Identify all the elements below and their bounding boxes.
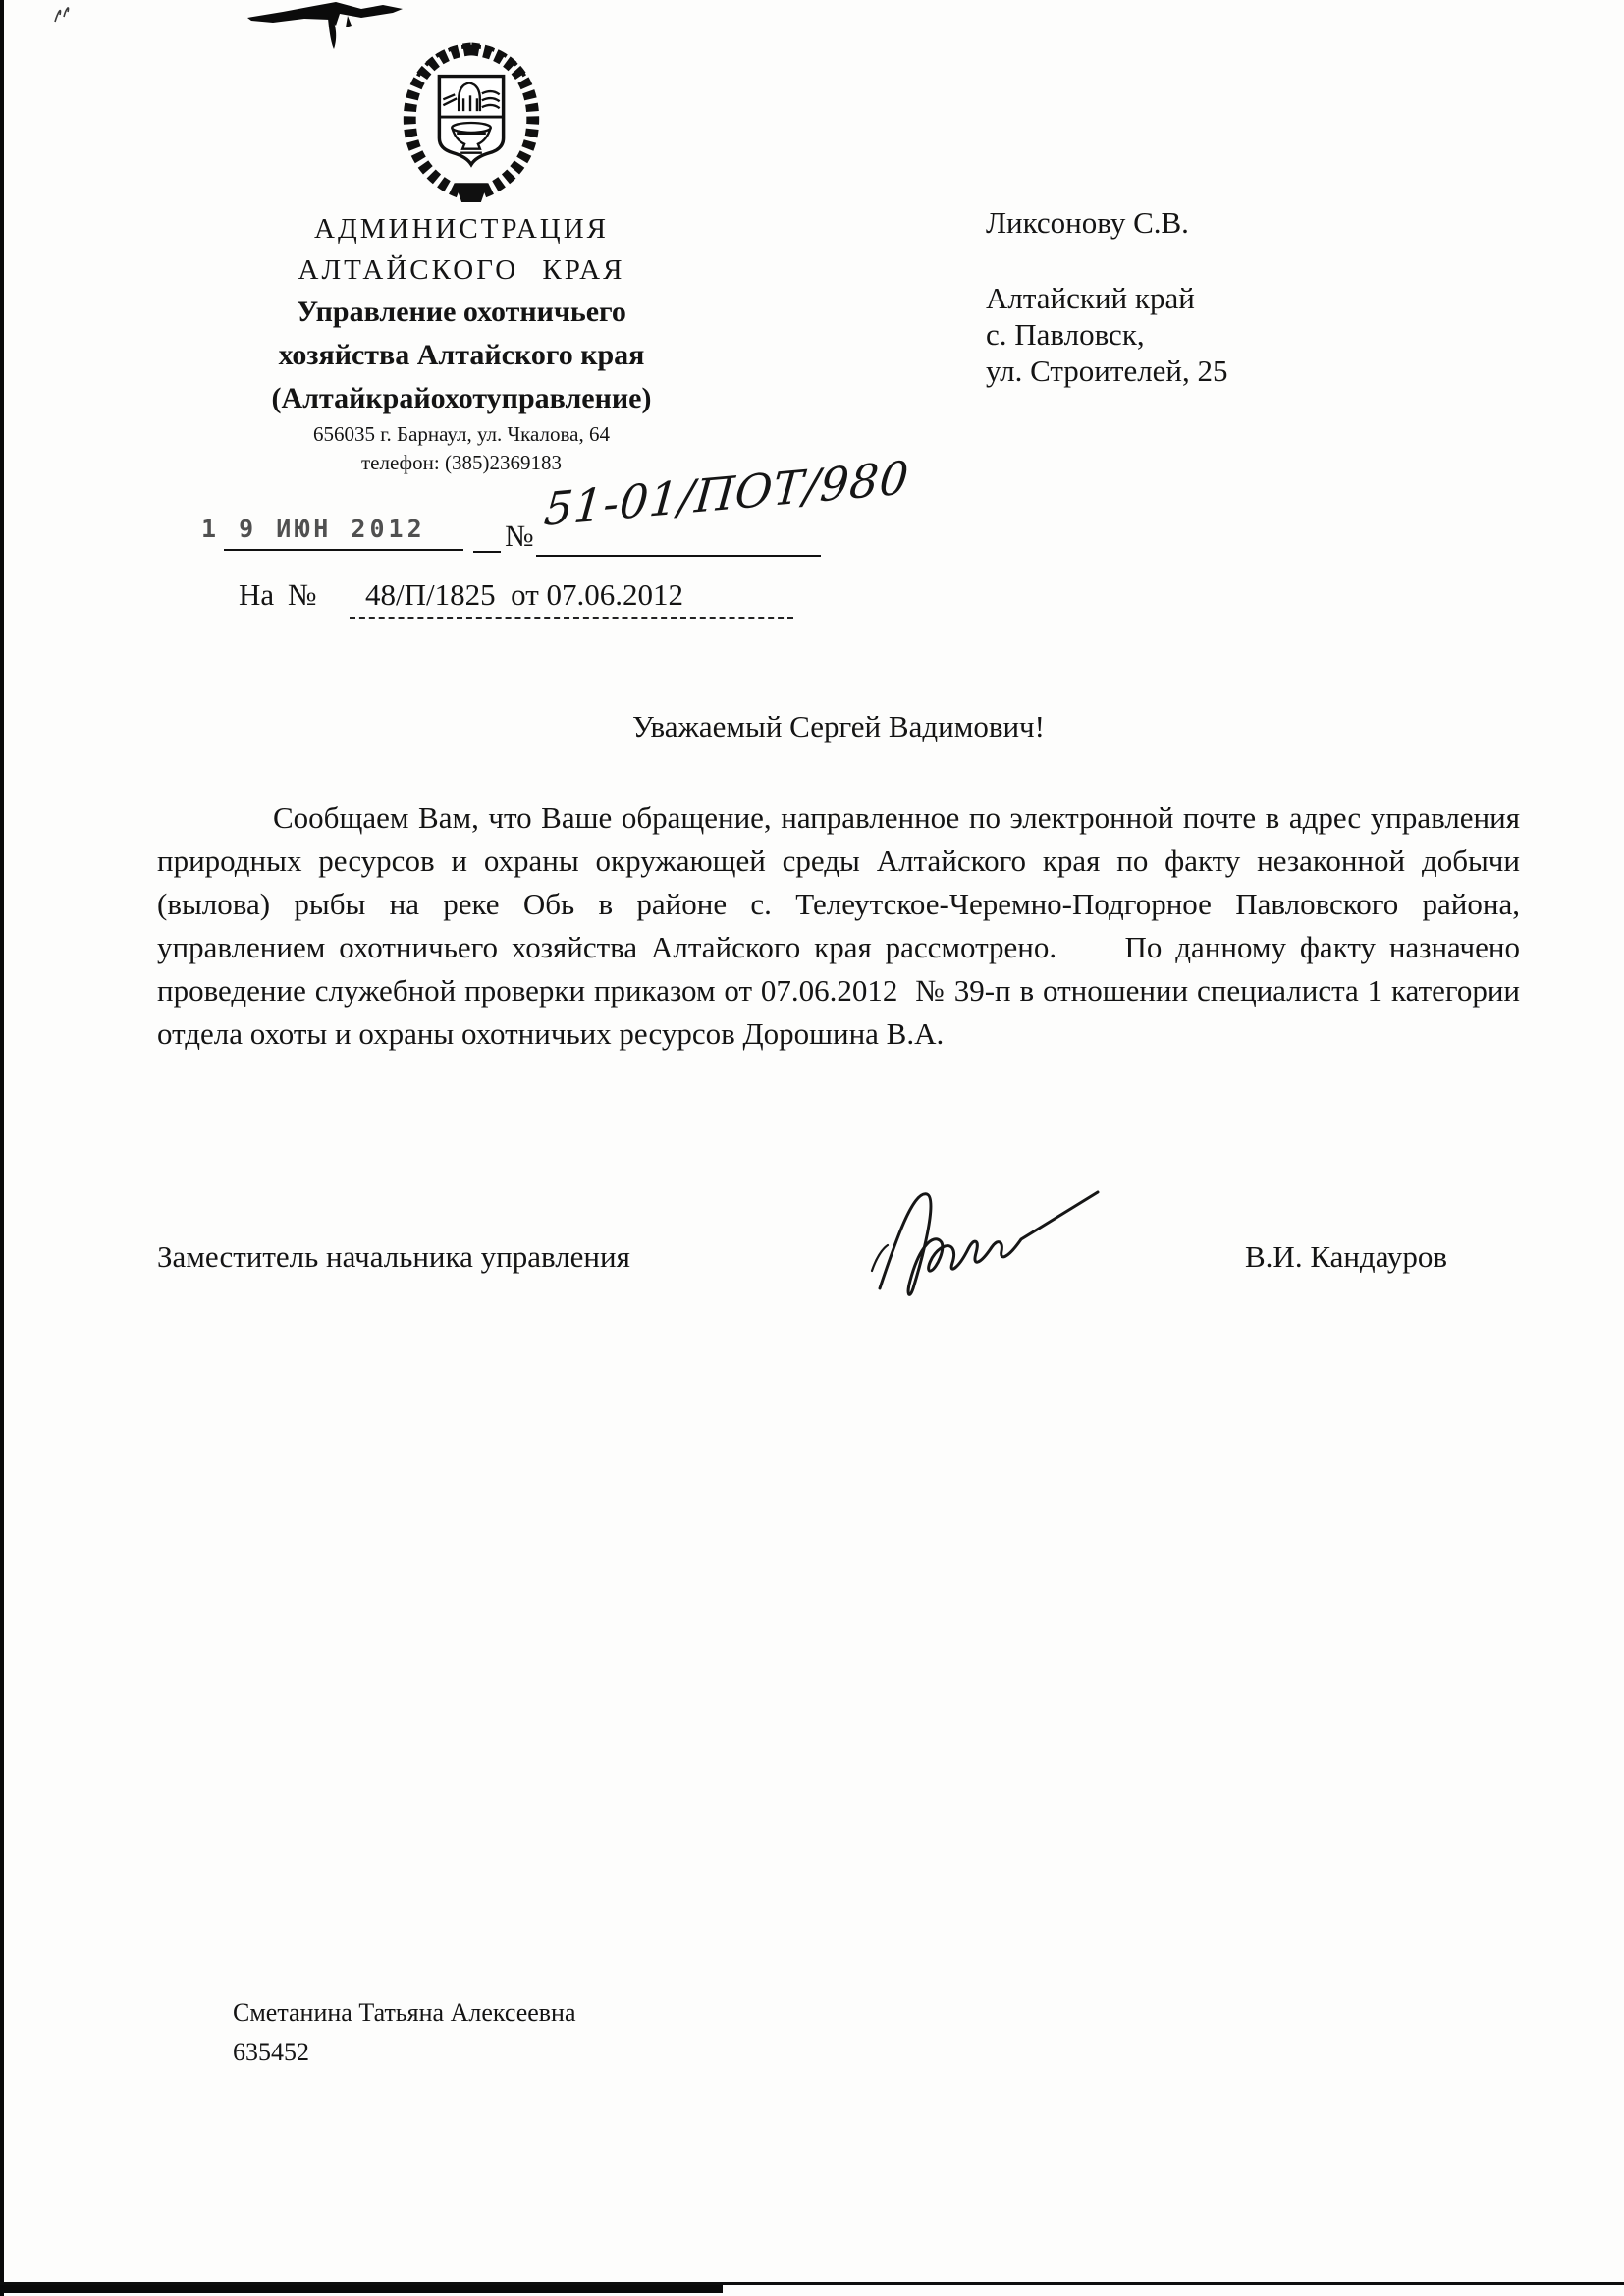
reply-ref-underline xyxy=(350,617,793,619)
addressee-settlement: с. Павловск, xyxy=(986,317,1145,352)
outgoing-number-handwritten: 51-01/ПОТ/980 xyxy=(542,450,912,536)
org-address: 656035 г. Барнаул, ул. Чкалова, 64 xyxy=(313,422,610,446)
executor-name: Сметанина Татьяна Алексеевна xyxy=(233,1998,576,2027)
addressee-street: ул. Строителей, 25 xyxy=(986,354,1228,388)
outgoing-number-underline xyxy=(536,555,821,557)
reply-ref-label: На № xyxy=(239,577,317,612)
date-underline-segment xyxy=(473,551,501,553)
signature-icon xyxy=(862,1176,1122,1311)
scan-edge-left xyxy=(0,0,4,2296)
dept-name-line2: хозяйства Алтайского края xyxy=(278,339,645,371)
coat-of-arms-icon xyxy=(389,39,554,211)
scan-edge-bottom-blob xyxy=(0,2285,723,2293)
org-phone: телефон: (385)2369183 xyxy=(361,451,562,474)
executor-phone: 635452 xyxy=(233,2038,309,2066)
pen-mark-icon xyxy=(49,2,88,32)
salutation: Уважаемый Сергей Вадимович! xyxy=(632,709,1045,743)
date-stamp: 1 9 ИЮН 2012 xyxy=(201,515,426,543)
executor-block xyxy=(233,1994,576,2072)
reply-ref-value: 48/П/1825 от 07.06.2012 xyxy=(365,577,684,612)
dept-name-line3: (Алтайкрайохотуправление) xyxy=(271,382,652,414)
dept-name-line1: Управление охотничьего xyxy=(297,296,626,328)
org-name-line2: АЛТАЙСКОГО КРАЯ xyxy=(298,254,625,286)
outgoing-number-label: № xyxy=(505,519,534,553)
letterhead xyxy=(137,208,785,477)
ink-smudge-icon xyxy=(245,0,407,60)
date-underline xyxy=(224,549,463,551)
addressee-region: Алтайский край xyxy=(986,281,1195,315)
signer-name: В.И. Кандауров xyxy=(1245,1239,1448,1274)
addressee-block xyxy=(986,204,1228,389)
addressee-name: Ликсонову С.В. xyxy=(986,205,1189,240)
signer-position: Заместитель начальника управления xyxy=(157,1239,630,1274)
body-paragraph: Сообщаем Вам, что Ваше обращение, направленное по электронной почте в адрес управления природных ресурсов и охраны окружающей среды Алтайского края по факту незаконной добычи (вылова) рыбы на реке Обь в районе с. Телеутское-Черемно-Подгорное Павловского района, управлением охотничьего хозяйства Алтайского края рассмотрено. По данному факту назначено проведение служебной проверки приказом от 07.06.2012 № 39-п в отношении специалиста 1 категории отдела охоты и охраны охотничьих ресурсов Дорошина В.А. xyxy=(157,800,1520,1051)
org-name-line1: АДМИНИСТРАЦИЯ xyxy=(314,213,609,245)
